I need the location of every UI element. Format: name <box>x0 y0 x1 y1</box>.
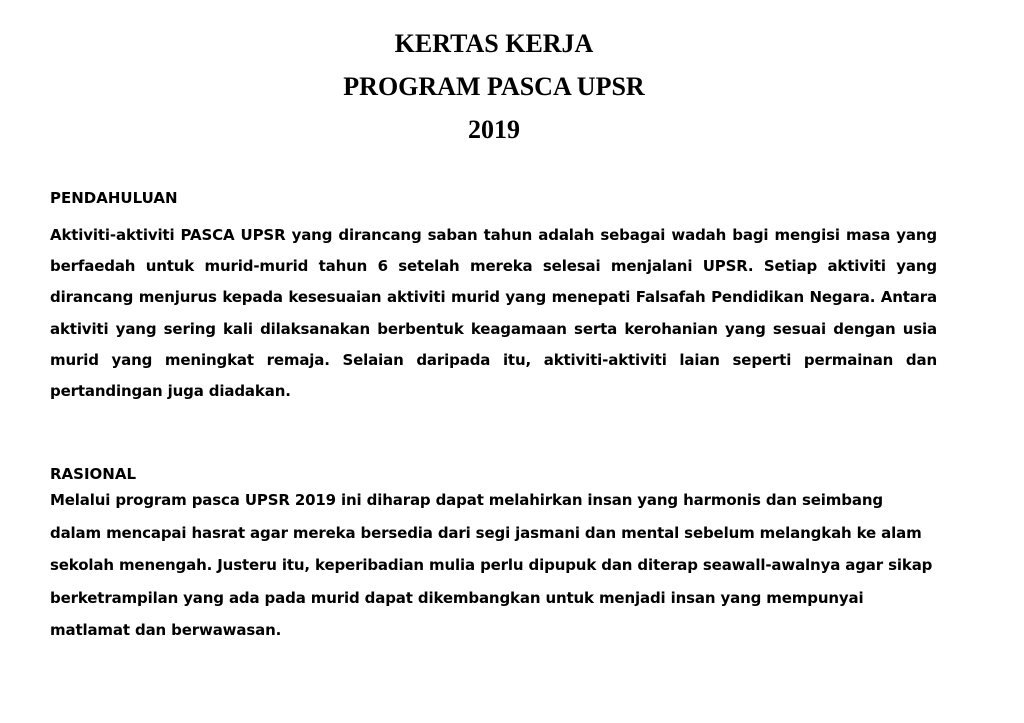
section-heading-pendahuluan: PENDAHULUAN <box>50 189 178 207</box>
paragraph-pendahuluan: Aktiviti-aktiviti PASCA UPSR yang dirancang saban tahun adalah sebagai wadah bagi mengisi masa yang berfaedah untuk murid-murid tahun 6 setelah mereka selesai menjalani UPSR. Setiap aktiviti yang dirancang menjurus kepada kesesuaian aktiviti murid yang menepati Falsafah Pendidikan Negara. Antara aktiviti yang sering kali dilaksanakan berbentuk keagamaan serta kerohanian yang sesuai dengan usia murid yang meningkat remaja. Selaian daripada itu, aktiviti-aktiviti laian seperti permainan dan pertandingan juga diadakan. <box>50 226 937 401</box>
paragraph-rasional: Melalui program pasca UPSR 2019 ini diharap dapat melahirkan insan yang harmonis dan seimbang dalam mencapai hasrat agar mereka bersedia dari segi jasmani dan mental sebelum melangkah ke alam sekolah menengah. Justeru itu, keperibadian mulia perlu dipupuk dan diterap seawall-awalnya agar sikap berketrampilan yang ada pada murid dapat dikembangkan untuk menjadi insan yang mempunyai matlamat dan berwawasan. <box>50 491 933 639</box>
title-line-year: 2019 <box>468 115 520 144</box>
section-rasional <box>50 464 937 647</box>
document-title <box>0 26 988 155</box>
title-line-kertas-kerja: KERTAS KERJA <box>394 29 594 58</box>
title-line-program: PROGRAM PASCA UPSR <box>343 72 645 101</box>
section-heading-rasional: RASIONAL <box>50 465 137 483</box>
section-pendahuluan <box>50 188 937 407</box>
